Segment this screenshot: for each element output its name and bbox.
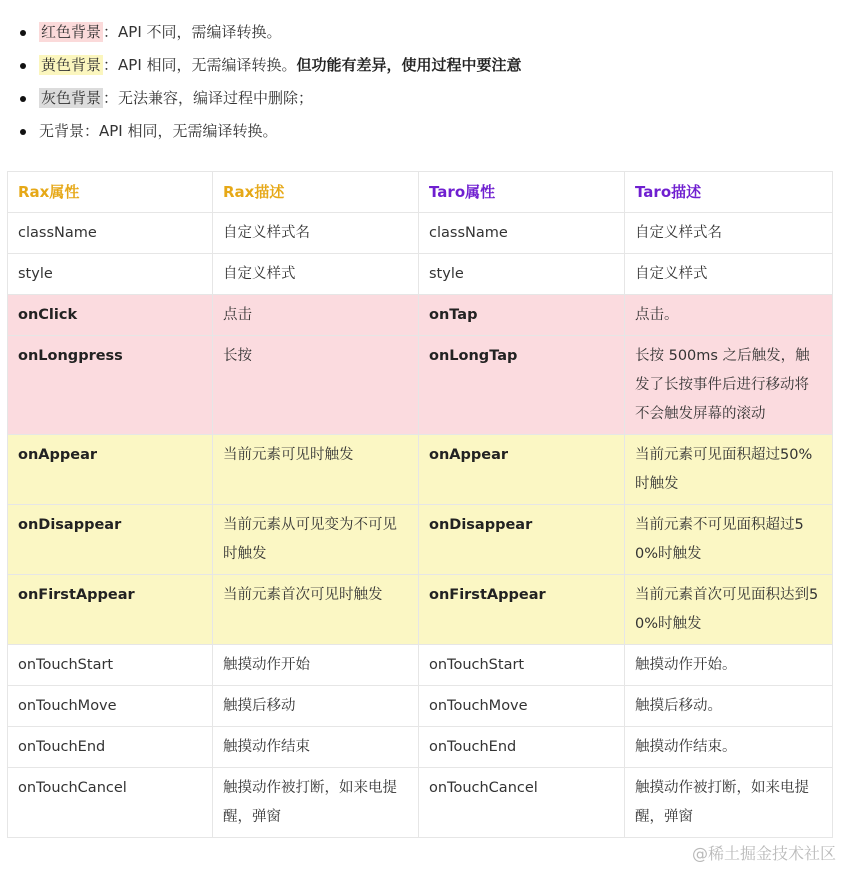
table-row [8, 575, 833, 645]
rax-desc-cell: 当前元素从可见变为不可见时触发 [213, 505, 419, 575]
header-taro-attr: Taro属性 [419, 172, 625, 213]
rax-desc-cell: 触摸后移动 [213, 686, 419, 727]
rax-attr-cell: onTouchStart [8, 645, 213, 686]
rax-attr-cell: onTouchCancel [8, 768, 213, 838]
table-body [8, 213, 833, 838]
header-taro-desc: Taro描述 [625, 172, 833, 213]
taro-attr-cell: onTouchStart [419, 645, 625, 686]
legend-tag-yellow: 黄色背景 [41, 56, 102, 74]
table-row [8, 686, 833, 727]
taro-desc-cell: 触摸动作结束。 [625, 727, 833, 768]
taro-attr-cell: onTouchEnd [419, 727, 625, 768]
rax-attr-cell: className [8, 213, 213, 254]
table-row [8, 435, 833, 505]
rax-desc-cell: 当前元素首次可见时触发 [213, 575, 419, 645]
taro-desc-cell: 当前元素首次可见面积达到50%时触发 [625, 575, 833, 645]
taro-attr-cell: onFirstAppear [419, 575, 625, 645]
rax-desc-cell: 长按 [213, 336, 419, 435]
rax-desc-cell: 点击 [213, 295, 419, 336]
taro-attr-cell: style [419, 254, 625, 295]
table-row [8, 505, 833, 575]
taro-desc-cell: 当前元素可见面积超过50%时触发 [625, 435, 833, 505]
table-row [8, 336, 833, 435]
table-row [8, 254, 833, 295]
rax-attr-cell: style [8, 254, 213, 295]
legend-item-yellow [0, 53, 842, 86]
legend-text: ：无法兼容，编译过程中删除； [103, 89, 314, 107]
legend-text: ：API 相同，无需编译转换。 [103, 56, 297, 74]
taro-attr-cell: onTap [419, 295, 625, 336]
rax-attr-cell: onFirstAppear [8, 575, 213, 645]
rax-desc-cell: 触摸动作被打断，如来电提醒，弹窗 [213, 768, 419, 838]
taro-attr-cell: onLongTap [419, 336, 625, 435]
rax-desc-cell: 自定义样式名 [213, 213, 419, 254]
rax-attr-cell: onDisappear [8, 505, 213, 575]
rax-attr-cell: onLongpress [8, 336, 213, 435]
table-row [8, 645, 833, 686]
legend-tag-gray: 灰色背景 [41, 89, 102, 107]
rax-desc-cell: 自定义样式 [213, 254, 419, 295]
rax-attr-cell: onAppear [8, 435, 213, 505]
header-rax-attr: Rax属性 [8, 172, 213, 213]
color-legend-list [0, 0, 842, 152]
taro-attr-cell: onTouchCancel [419, 768, 625, 838]
taro-attr-cell: onTouchMove [419, 686, 625, 727]
taro-desc-cell: 自定义样式名 [625, 213, 833, 254]
legend-item-none [0, 119, 842, 152]
taro-attr-cell: onDisappear [419, 505, 625, 575]
table-row [8, 295, 833, 336]
taro-desc-cell: 触摸后移动。 [625, 686, 833, 727]
header-rax-desc: Rax描述 [213, 172, 419, 213]
taro-attr-cell: className [419, 213, 625, 254]
legend-text: 无背景：API 相同，无需编译转换。 [39, 122, 278, 140]
taro-desc-cell: 触摸动作被打断，如来电提醒，弹窗 [625, 768, 833, 838]
legend-text: ：API 不同，需编译转换。 [103, 23, 282, 41]
rax-attr-cell: onTouchMove [8, 686, 213, 727]
watermark: @稀土掘金技术社区 [691, 844, 836, 863]
table-row [8, 768, 833, 838]
rax-attr-cell: onTouchEnd [8, 727, 213, 768]
legend-tag-red: 红色背景 [41, 23, 102, 41]
attribute-mapping-table [7, 171, 833, 838]
taro-desc-cell: 触摸动作开始。 [625, 645, 833, 686]
legend-item-gray [0, 86, 842, 119]
rax-desc-cell: 触摸动作开始 [213, 645, 419, 686]
table-header-row [8, 172, 833, 213]
taro-attr-cell: onAppear [419, 435, 625, 505]
table-row [8, 213, 833, 254]
legend-warning: 但功能有差异，使用过程中要注意 [296, 56, 522, 74]
taro-desc-cell: 长按 500ms 之后触发，触发了长按事件后进行移动将不会触发屏幕的滚动 [625, 336, 833, 435]
rax-desc-cell: 触摸动作结束 [213, 727, 419, 768]
taro-desc-cell: 自定义样式 [625, 254, 833, 295]
rax-attr-cell: onClick [8, 295, 213, 336]
table-row [8, 727, 833, 768]
legend-item-red [0, 20, 842, 53]
taro-desc-cell: 点击。 [625, 295, 833, 336]
rax-desc-cell: 当前元素可见时触发 [213, 435, 419, 505]
taro-desc-cell: 当前元素不可见面积超过50%时触发 [625, 505, 833, 575]
